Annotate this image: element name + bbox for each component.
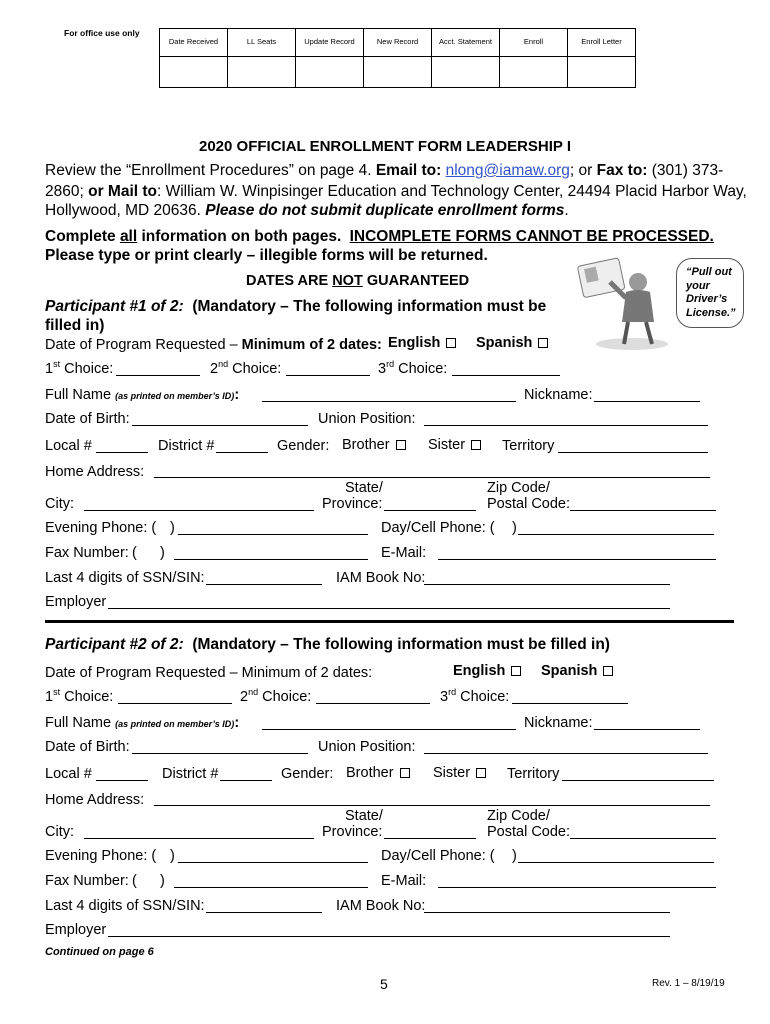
p1-spanish: Spanish [476,335,548,351]
p2-employer-field[interactable] [108,936,670,937]
p2-dob-label: Date of Birth: [45,739,130,755]
p2-evening-field[interactable] [178,862,368,863]
office-col: Date Received [160,29,228,57]
p2-email-field[interactable] [438,887,716,888]
p2-choice-3-label: 3rd Choice: [440,687,510,705]
office-cell[interactable] [160,57,228,88]
office-use-label: For office use only [64,28,140,38]
p2-employer-label: Employer [45,922,107,938]
page-number: 5 [380,976,388,992]
p1-spanish-checkbox[interactable] [538,338,548,348]
p1-full-name-label: Full Name (as printed on member’s ID): [45,387,240,403]
p2-local-field[interactable] [96,780,148,781]
p1-postal-label: Postal Code: [487,496,571,512]
p1-iam-field[interactable] [424,584,670,585]
p1-district-label: District # [158,438,215,454]
p2-union-field[interactable] [424,753,708,754]
p1-home-field[interactable] [154,477,710,478]
p1-employer-field[interactable] [108,608,670,609]
p1-english-checkbox[interactable] [446,338,456,348]
office-cell[interactable] [296,57,364,88]
p1-sister: Sister [428,437,481,453]
office-col: LL Seats [228,29,296,57]
legible-line: Please type or print clearly – illegible forms will be returned. [45,247,488,264]
p1-territory-label: Territory [502,438,555,454]
p1-brother-checkbox[interactable] [396,440,406,450]
p2-iam-field[interactable] [424,912,670,913]
p1-choice-2-label: 2nd Choice: [210,359,282,377]
p2-brother: Brother [346,765,410,781]
form-title: 2020 OFFICIAL ENROLLMENT FORM LEADERSHIP I [199,138,571,155]
p1-fax-open: ( [132,545,137,561]
p1-province-label: Province: [322,496,383,512]
p2-city-label: City: [45,824,74,840]
dates-notice: DATES ARE NOT GUARANTEED [246,273,470,289]
p2-email-label: E-Mail: [381,873,427,889]
p1-state-label: State/ [345,480,383,496]
p2-district-field[interactable] [220,780,272,781]
p2-choice-2-field[interactable] [316,703,430,704]
p2-ssn-field[interactable] [206,912,322,913]
p1-choice-1-field[interactable] [116,375,200,376]
p2-city-field[interactable] [84,838,314,839]
office-cell[interactable] [432,57,500,88]
p2-nickname-field[interactable] [594,729,700,730]
p2-iam-label: IAM Book No: [336,898,426,914]
p2-fax-paren: ) [160,873,165,889]
p2-sister: Sister [433,765,486,781]
office-cell[interactable] [228,57,296,88]
p2-full-name-field[interactable] [262,729,516,730]
p2-state-label: State/ [345,808,383,824]
p1-choice-2-field[interactable] [286,375,370,376]
p2-brother-checkbox[interactable] [400,768,410,778]
p2-zip-label: Zip Code/ [487,808,550,824]
p1-union-field[interactable] [424,425,708,426]
p2-choice-1-field[interactable] [118,703,232,704]
p2-territory-label: Territory [507,766,560,782]
p1-daycell-paren: ) [512,520,517,536]
p2-postal-field[interactable] [570,838,716,839]
p1-postal-field[interactable] [570,510,716,511]
bubble-text: “Pull out your Driver’s License.” [686,266,736,319]
p1-union-label: Union Position: [318,411,416,427]
complete-line: Complete all information on both pages. INCOMPLETE FORMS CANNOT BE PROCESSED. [45,228,714,245]
p1-zip-label: Zip Code/ [487,480,550,496]
p1-brother: Brother [342,437,406,453]
office-col: Enroll [500,29,568,57]
p1-territory-field[interactable] [558,452,708,453]
intro-line-1: Review the “Enrollment Procedures” on page 4. Email to: nlong@iamaw.org; or Fax to: (301) 373- [45,162,724,179]
continued-note: Continued on page 6 [45,946,154,958]
p1-full-name-field[interactable] [262,401,516,402]
p1-local-field[interactable] [96,452,148,453]
p1-dob-label: Date of Birth: [45,411,130,427]
p1-province-field[interactable] [384,510,476,511]
section-divider [45,620,734,623]
office-cell[interactable] [568,57,636,88]
p2-english-checkbox[interactable] [511,666,521,676]
p1-iam-label: IAM Book No: [336,570,426,586]
office-cell[interactable] [500,57,568,88]
p1-fax-paren: ) [160,545,165,561]
office-col: Acct. Statement [432,29,500,57]
p2-union-label: Union Position: [318,739,416,755]
p2-fax-label: Fax Number: [45,873,129,889]
p2-daycell-paren: ) [512,848,517,864]
p1-sister-checkbox[interactable] [471,440,481,450]
p1-nickname-field[interactable] [594,401,700,402]
p2-daycell-label: Day/Cell Phone: ( [381,848,495,864]
p1-fax-field[interactable] [174,559,368,560]
p2-province-field[interactable] [384,838,476,839]
participant-1-note: filled in) [45,317,105,334]
p1-local-label: Local # [45,438,92,454]
p1-daycell-field[interactable] [518,534,714,535]
p2-sister-checkbox[interactable] [476,768,486,778]
p2-english: English [453,663,521,679]
p2-fax-open: ( [132,873,137,889]
p1-fax-label: Fax Number: [45,545,129,561]
p2-program-dates: Date of Program Requested – Minimum of 2 dates: [45,665,373,681]
p2-postal-label: Postal Code: [487,824,571,840]
p2-home-field[interactable] [154,805,710,806]
p2-evening-paren: ) [170,848,175,864]
office-col: New Record [364,29,432,57]
p1-employer-label: Employer [45,594,107,610]
office-col: Enroll Letter [568,29,636,57]
p2-home-label: Home Address: [45,792,145,808]
intro-line-2: 2860; or Mail to: William W. Winpisinger Education and Technology Center, 24494 Placid Harbor Way, [45,183,747,200]
p2-choice-2-label: 2nd Choice: [240,687,312,705]
p1-english: English [388,335,456,351]
p2-full-name-label: Full Name (as printed on member’s ID): [45,715,240,731]
duplicate-warning: Please do not submit duplicate enrollment forms [205,202,565,219]
office-col: Update Record [296,29,364,57]
intro-line-3: Hollywood, MD 20636. Please do not submit duplicate enrollment forms. [45,202,569,219]
p1-program-dates: Date of Program Requested – Minimum of 2 dates: [45,337,382,353]
p2-spanish-checkbox[interactable] [603,666,613,676]
p2-dob-field[interactable] [132,753,308,754]
p1-choice-1-label: 1st Choice: [45,359,114,377]
p2-territory-field[interactable] [562,780,714,781]
p1-choice-3-label: 3rd Choice: [378,359,448,377]
office-cell[interactable] [364,57,432,88]
p2-fax-field[interactable] [174,887,368,888]
p1-city-label: City: [45,496,74,512]
revision: Rev. 1 – 8/19/19 [652,978,725,989]
p2-district-label: District # [162,766,219,782]
participant-1-heading: Participant #1 of 2: (Mandatory – The following information must be [45,298,547,315]
p2-daycell-field[interactable] [518,862,714,863]
p2-choice-3-field[interactable] [512,703,628,704]
p2-choice-1-label: 1st Choice: [45,687,114,705]
p1-email-label: E-Mail: [381,545,427,561]
p2-spanish: Spanish [541,663,613,679]
p1-evening-label: Evening Phone: ( [45,520,157,536]
p1-email-field[interactable] [438,559,716,560]
p1-ssn-field[interactable] [206,584,322,585]
office-use-table [159,28,636,88]
p1-evening-field[interactable] [178,534,368,535]
p2-province-label: Province: [322,824,383,840]
p1-nickname-label: Nickname: [524,387,593,403]
p1-home-label: Home Address: [45,464,145,480]
p1-dob-field[interactable] [132,425,308,426]
email-link[interactable]: nlong@iamaw.org [445,162,570,179]
p1-district-field[interactable] [216,452,268,453]
mascot-illustration [570,252,680,352]
p1-daycell-label: Day/Cell Phone: ( [381,520,495,536]
p2-nickname-label: Nickname: [524,715,593,731]
p2-evening-label: Evening Phone: ( [45,848,157,864]
participant-2-heading: Participant #2 of 2: (Mandatory – The following information must be filled in) [45,636,610,653]
p1-gender-label: Gender: [277,438,330,454]
p2-gender-label: Gender: [281,766,334,782]
p1-city-field[interactable] [84,510,314,511]
p2-ssn-label: Last 4 digits of SSN/SIN: [45,898,205,914]
p1-choice-3-field[interactable] [452,375,560,376]
p1-evening-paren: ) [170,520,175,536]
p2-local-label: Local # [45,766,92,782]
p1-ssn-label: Last 4 digits of SSN/SIN: [45,570,205,586]
